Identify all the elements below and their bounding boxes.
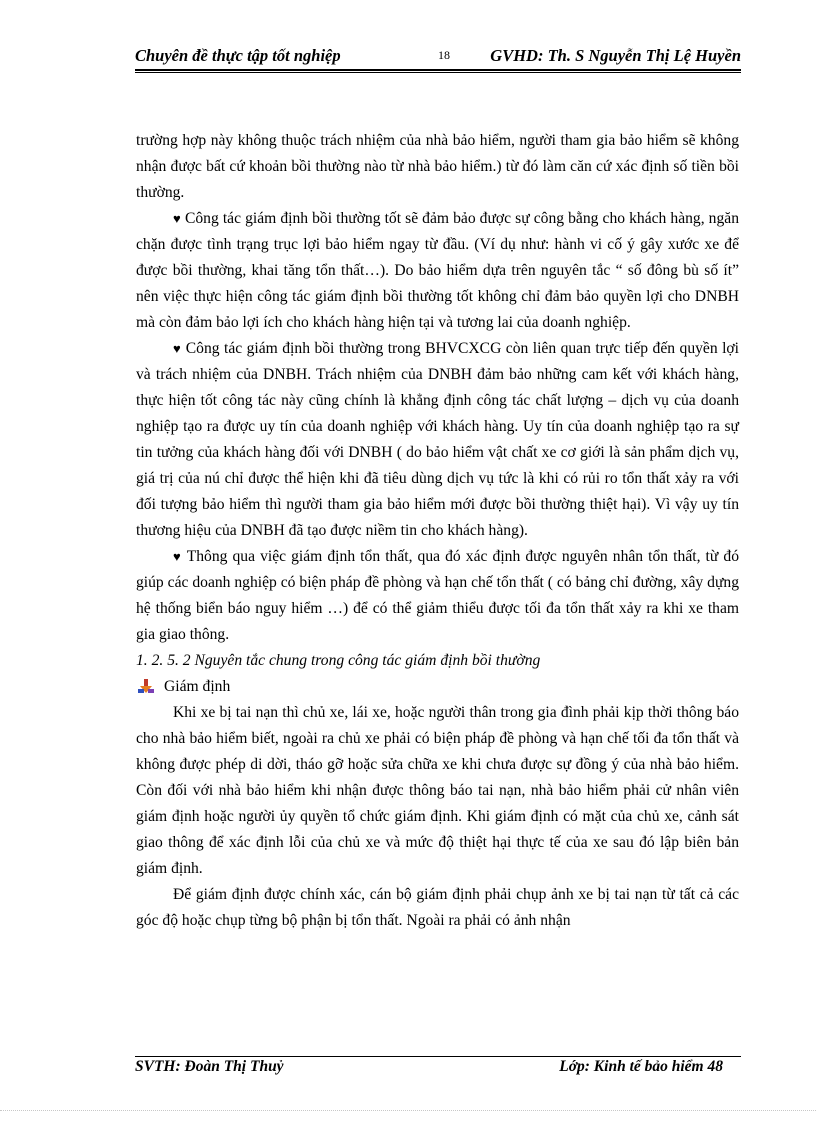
paragraph-bullet xyxy=(136,544,739,648)
footer-rule xyxy=(135,1056,741,1057)
section-heading: 1. 2. 5. 2 Nguyên tắc chung trong công tác giám định bồi thường xyxy=(136,652,541,669)
student-name: SVTH: Đoàn Thị Thuỷ xyxy=(135,1058,284,1075)
paragraph-text: Công tác giám định bồi thường trong BHVCXCG còn liên quan trực tiếp đến quyền lợi và trách nhiệm của DNBH. Trách nhiệm của DNBH đảm bảo những cam kết với khách hàng, thực hiện tốt công tác này cũng chính là khẳng định công tác chất lượng – dịch vụ của doanh nghiệp tạo ra được uy tín của doanh nghiệp với khách hàng. Uy tín của doanh nghiệp tạo ra sự tin tưởng của khách hàng đối với DNBH ( do bảo hiểm vật chất xe cơ giới là sản phẩm dịch vụ, giá trị của nú chỉ được thể hiện khi đã tiêu dùng dịch vụ tức là khi có rủi ro tổn thất xảy ra với đối tượng bảo hiểm thì người tham gia bảo hiểm mới được bồi thường thiệt hại). Vì vậy uy tín thương hiệu của DNBH đã tạo được niềm tin cho khách hàng). xyxy=(136,340,740,539)
page-header xyxy=(135,42,741,70)
page-body xyxy=(136,128,739,934)
paragraph: Khi xe bị tai nạn thì chủ xe, lái xe, hoặc người thân trong gia đình phải kịp thời thông báo cho nhà bảo hiểm biết, ngoài ra chủ xe phải có biện pháp đề phòng và hạn chế tối đa tổn thất và không được phép di dời, tháo gỡ hoặc sửa chữa xe khi chưa được sự đồng ý của nhà bảo hiểm. Còn đối với nhà bảo hiểm khi nhận được thông báo tai nạn, nhà bảo hiểm phải cử nhân viên giám định hoặc người ủy quyền tổ chức giám định. Khi giám định có mặt của chủ xe, cảnh sát giao thông để xác định lỗi của chủ xe và mức độ thiệt hại thực tế của xe sau đó lập biên bản giám định. xyxy=(136,704,739,877)
document-title: Chuyên đề thực tập tốt nghiệp xyxy=(135,46,341,65)
paragraph-text: Công tác giám định bồi thường tốt sẽ đảm bảo được sự công bằng cho khách hàng, ngăn chặn được tình trạng trục lợi bảo hiểm ngay từ đầu. (Ví dụ như: hành vi cố ý gây xước xe để được bồi thường, khai tăng tổn thất…). Do bảo hiểm dựa trên nguyên tắc “ số đông bù số ít” nên việc thực hiện công tác giám định bồi thường tốt không chỉ đảm bảo quyền lợi cho DNBH mà còn đảm bảo lợi ích cho khách hàng hiện tại và tương lai của doanh nghiệp. xyxy=(136,210,739,331)
class-name: Lớp: Kinh tế bảo hiểm 48 xyxy=(559,1058,723,1075)
heart-bullet-icon: ♥ xyxy=(173,211,181,226)
paragraph: Để giám định được chính xác, cán bộ giám định phải chụp ảnh xe bị tai nạn từ tất cả các góc độ hoặc chụp từng bộ phận bị tổn thất. Ngoài ra phải có ảnh nhận xyxy=(136,886,739,929)
paragraph-text: Thông qua việc giám định tổn thất, qua đó xác định được nguyên nhân tổn thất, từ đó giúp các doanh nghiệp có biện pháp đề phòng và hạn chế tổn thất ( có bảng chỉ đường, xây dựng hệ thống biển báo nguy hiểm …) để có thể giảm thiểu được tối đa tổn thất xảy ra khi xe tham gia giao thông. xyxy=(136,548,739,643)
subheading-line xyxy=(136,674,739,700)
subheading: Giám định xyxy=(164,678,231,695)
heart-bullet-icon: ♥ xyxy=(173,549,182,564)
arrow-down-bullet-icon xyxy=(138,679,154,695)
page-number: 18 xyxy=(438,48,450,62)
page-break-line xyxy=(0,1110,816,1111)
supervisor-name: GVHD: Th. S Nguyễn Thị Lệ Huyền xyxy=(490,46,741,65)
paragraph-bullet xyxy=(136,336,739,544)
paragraph: trường hợp này không thuộc trách nhiệm của nhà bảo hiểm, người tham gia bảo hiểm sẽ không nhận được bất cứ khoản bồi thường nào từ nhà bảo hiểm.) từ đó làm căn cứ xác định số tiền bồi thường. xyxy=(136,132,739,201)
paragraph-bullet xyxy=(136,206,739,336)
page-footer xyxy=(135,1058,741,1082)
heart-bullet-icon: ♥ xyxy=(173,341,182,356)
header-rule xyxy=(135,69,741,73)
